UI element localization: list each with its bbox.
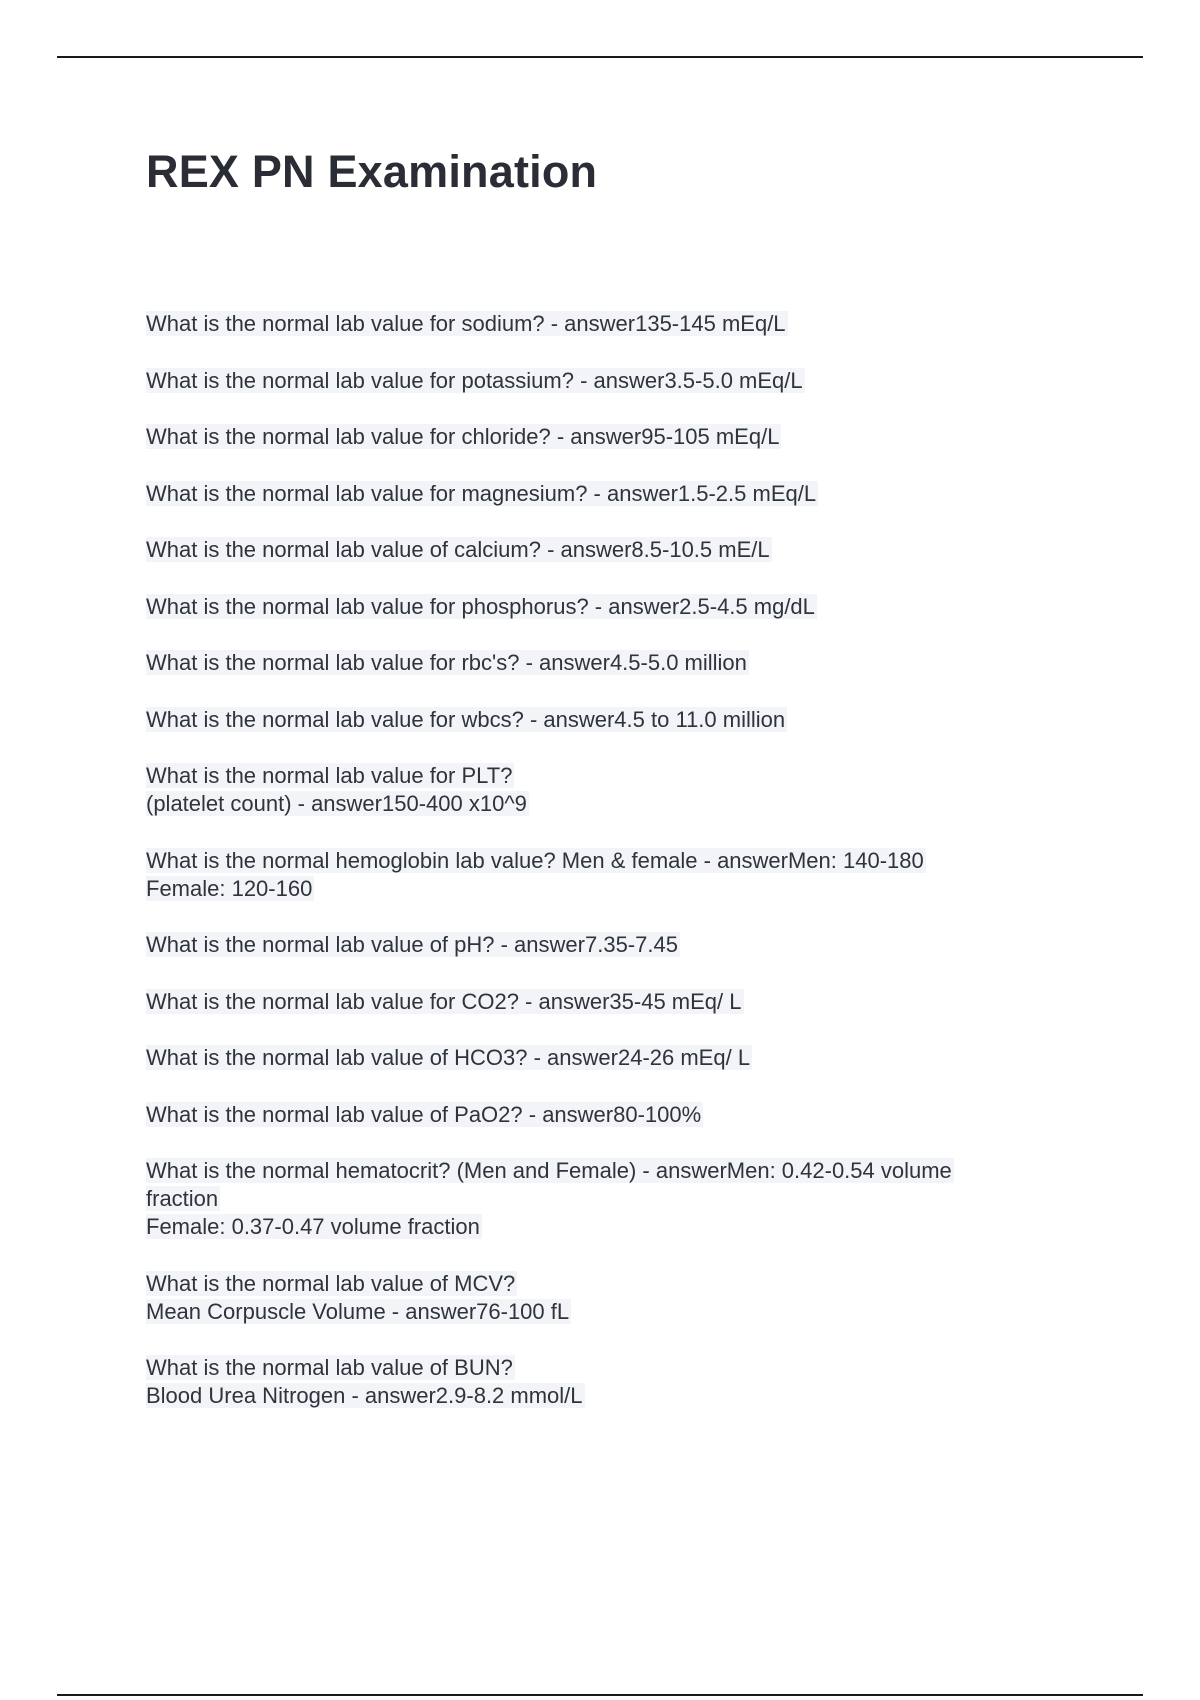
qa-text: What is the normal lab value of calcium? - answer8.5-10.5 mE/L — [146, 537, 770, 562]
qa-text: What is the normal lab value for sodium? - answer135-145 mEq/L — [146, 311, 786, 336]
qa-item — [146, 706, 1066, 734]
qa-item — [146, 1354, 1066, 1410]
qa-text: What is the normal hematocrit? (Men and Female) - answerMen: 0.42-0.54 volume fraction Female: 0.37-0.47 volume fraction — [146, 1158, 952, 1239]
qa-text: What is the normal lab value for chloride? - answer95-105 mEq/L — [146, 424, 780, 449]
qa-item — [146, 1157, 1066, 1241]
qa-item — [146, 536, 1066, 564]
page-title: REX PN Examination — [146, 146, 598, 197]
qa-item — [146, 931, 1066, 959]
qa-item — [146, 988, 1066, 1016]
qa-item — [146, 593, 1066, 621]
qa-item — [146, 1101, 1066, 1129]
qa-text: What is the normal lab value for CO2? - answer35-45 mEq/ L — [146, 988, 742, 1014]
top-rule — [57, 56, 1143, 58]
qa-item — [146, 367, 1066, 395]
qa-item — [146, 480, 1066, 508]
qa-item — [146, 310, 1066, 338]
qa-item — [146, 847, 1066, 903]
qa-text: What is the normal lab value of BUN? Blood Urea Nitrogen - answer2.9-8.2 mmol/L — [146, 1355, 583, 1408]
qa-item — [146, 649, 1066, 677]
qa-text: What is the normal lab value of PaO2? - answer80-100% — [146, 1101, 702, 1127]
bottom-rule — [57, 1694, 1143, 1696]
qa-item — [146, 1044, 1066, 1072]
qa-text: What is the normal lab value for wbcs? - answer4.5 to 11.0 million — [146, 706, 786, 732]
qa-text: What is the normal lab value for potassium? - answer3.5-5.0 mEq/L — [146, 367, 803, 393]
qa-text: What is the normal lab value for PLT? (platelet count) - answer150-400 x10^9 — [146, 763, 527, 816]
qa-list — [146, 310, 1066, 1439]
qa-text: What is the normal lab value of HCO3? - answer24-26 mEq/ L — [146, 1045, 751, 1070]
qa-text: What is the normal hemoglobin lab value? Men & female - answerMen: 140-180 Female: 120-160 — [146, 847, 924, 901]
qa-text: What is the normal lab value for rbc's? - answer4.5-5.0 million — [146, 650, 747, 675]
qa-item — [146, 423, 1066, 451]
qa-text: What is the normal lab value for phosphorus? - answer2.5-4.5 mg/dL — [146, 593, 815, 619]
qa-text: What is the normal lab value of pH? - answer7.35-7.45 — [146, 932, 678, 957]
qa-item — [146, 762, 1066, 818]
qa-text: What is the normal lab value of MCV? Mean Corpuscle Volume - answer76-100 fL — [146, 1270, 570, 1324]
qa-item — [146, 1270, 1066, 1326]
qa-text: What is the normal lab value for magnesium? - answer1.5-2.5 mEq/L — [146, 480, 817, 506]
